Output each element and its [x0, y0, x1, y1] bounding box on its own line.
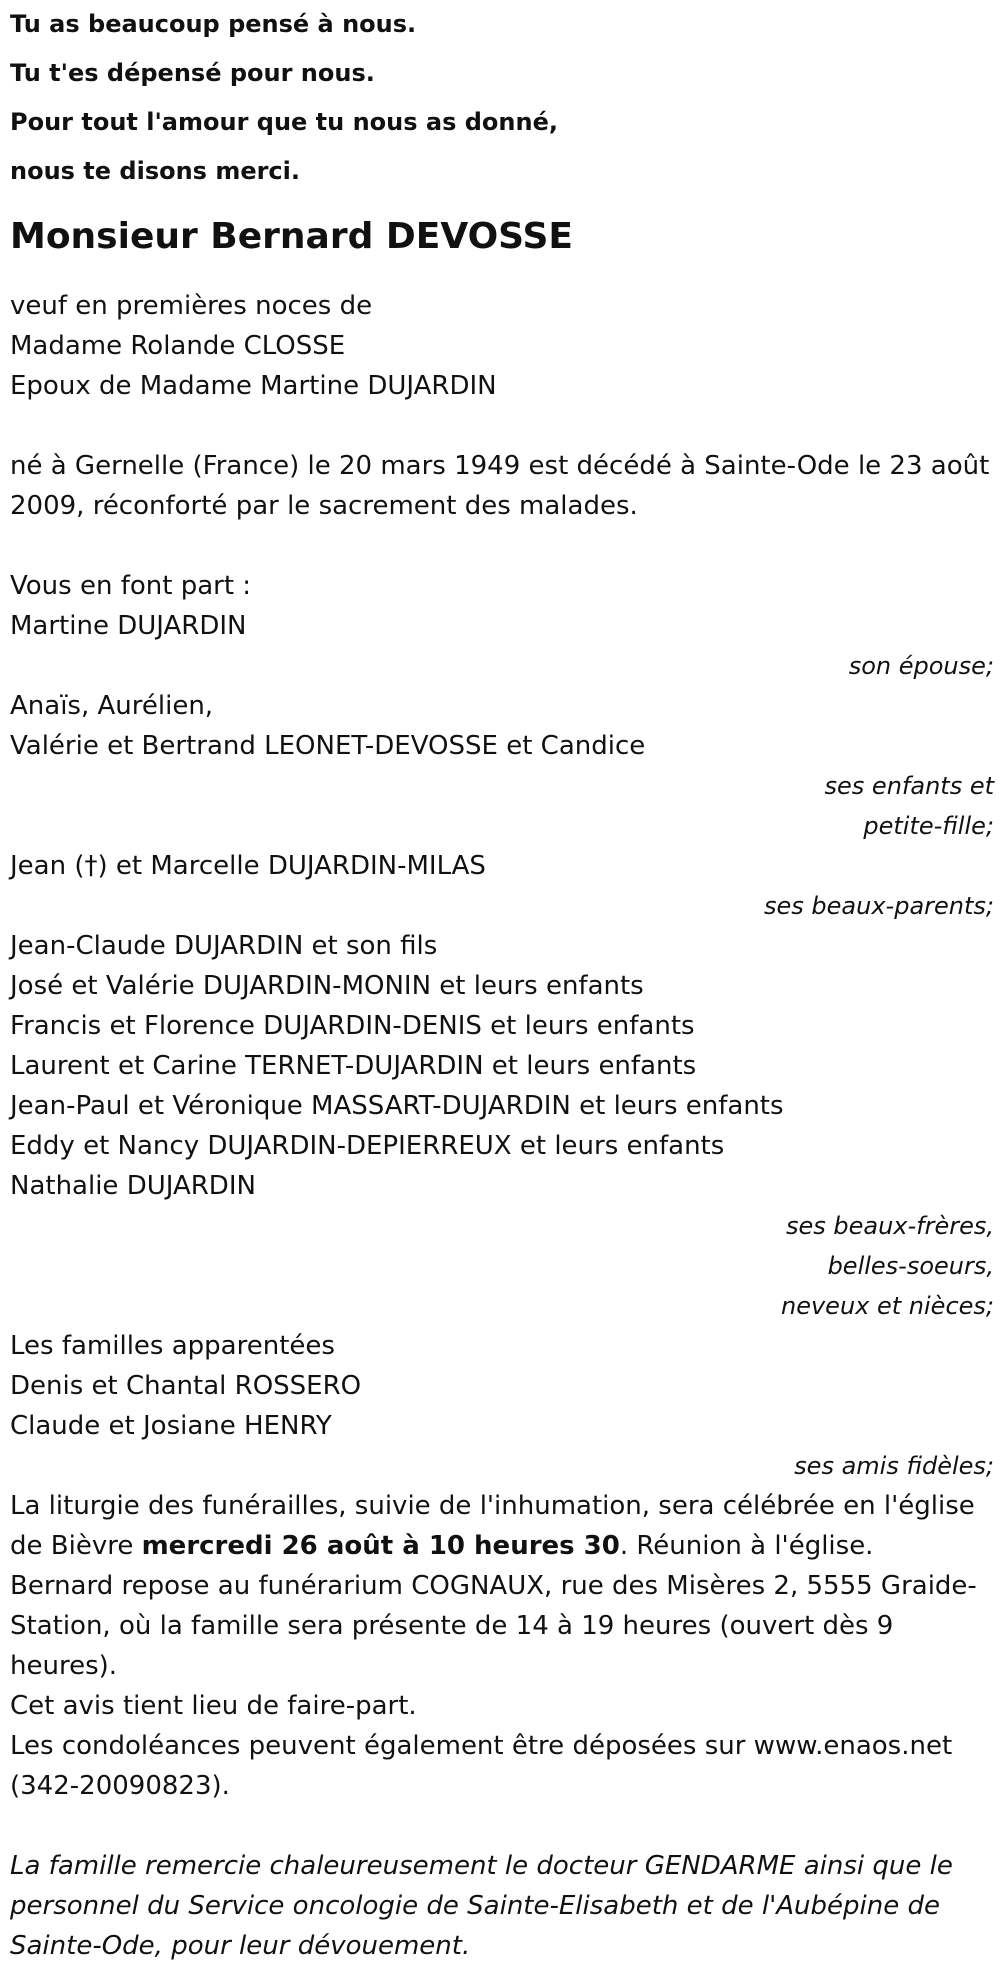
relation-label: ses amis fidèles;: [794, 1452, 994, 1480]
funeral-date: mercredi 26 août à 10 heures 30: [141, 1531, 620, 1561]
family-name: Les familles apparentées: [10, 1331, 335, 1361]
announce-line: Vous en font part :: [10, 571, 252, 601]
family-name: Jean-Claude DUJARDIN et son fils: [10, 931, 438, 961]
family-name: Eddy et Nancy DUJARDIN-DEPIERREUX et leurs enfants: [10, 1131, 725, 1161]
funerarium-paragraph: Bernard repose au funérarium COGNAUX, rue des Misères 2, 5555 Graide-Station, où la famille sera présente de 14 à 19 heures (ouvert dès 9 heures).: [10, 1571, 977, 1681]
poem-line: Pour tout l'amour que tu nous as donné,: [10, 108, 558, 136]
condolences-paragraph: Les condoléances peuvent également être déposées sur www.enaos.net (342-20090823).: [10, 1731, 953, 1801]
family-name: Nathalie DUJARDIN: [10, 1171, 256, 1201]
funeral-paragraph: [10, 1486, 994, 1566]
obituary-page: [10, 0, 994, 1966]
family-name: José et Valérie DUJARDIN-MONIN et leurs enfants: [10, 971, 644, 1001]
relation-label: son épouse;: [848, 652, 994, 680]
family-name: Laurent et Carine TERNET-DUJARDIN et leurs enfants: [10, 1051, 697, 1081]
family-name: Valérie et Bertrand LEONET-DEVOSSE et Candice: [10, 731, 646, 761]
thanks-paragraph: La famille remercie chaleureusement le docteur GENDARME ainsi que le personnel du Service oncologie de Sainte-Elisabeth et de l'Aubépine de Sainte-Ode, pour leur dévouement.: [10, 1851, 953, 1961]
poem: [10, 0, 994, 196]
poem-line: Tu as beaucoup pensé à nous.: [10, 10, 417, 38]
birth-death-paragraph: né à Gernelle (France) le 20 mars 1949 est décédé à Sainte-Ode le 23 août 2009, réconforté par le sacrement des malades.: [10, 451, 990, 521]
relation-label: ses enfants et: [824, 772, 994, 800]
family-name: Francis et Florence DUJARDIN-DENIS et leurs enfants: [10, 1011, 695, 1041]
relation-label: ses beaux-frères,: [785, 1212, 994, 1240]
family-name: Martine DUJARDIN: [10, 611, 247, 641]
funeral-text: La liturgie des funérailles, suivie de l'inhumation, sera célébrée en l'église de Bièvre: [10, 1491, 975, 1561]
poem-line: nous te disons merci.: [10, 157, 301, 185]
notice-line: Cet avis tient lieu de faire-part.: [10, 1691, 417, 1721]
relation-label: belles-soeurs,: [827, 1252, 994, 1280]
poem-line: Tu t'es dépensé pour nous.: [10, 59, 375, 87]
family-name: Anaïs, Aurélien,: [10, 691, 214, 721]
funeral-text: . Réunion à l'église.: [619, 1531, 874, 1561]
deceased-name-title: Monsieur Bernard DEVOSSE: [10, 216, 574, 257]
status-line: Epoux de Madame Martine DUJARDIN: [10, 371, 497, 401]
relation-label: neveux et nièces;: [781, 1292, 994, 1320]
family-name: [10, 846, 994, 886]
status-line: veuf en premières noces de: [10, 291, 373, 321]
family-name: Jean-Paul et Véronique MASSART-DUJARDIN et leurs enfants: [10, 1091, 784, 1121]
relation-label: ses beaux-parents;: [764, 892, 994, 920]
status-line: Madame Rolande CLOSSE: [10, 331, 346, 361]
relation-label: petite-fille;: [863, 812, 994, 840]
name-part: Jean (: [10, 851, 85, 881]
cross-icon: †: [84, 851, 98, 881]
family-name: Denis et Chantal ROSSERO: [10, 1371, 362, 1401]
name-part: ) et Marcelle DUJARDIN-MILAS: [97, 851, 486, 881]
family-name: Claude et Josiane HENRY: [10, 1411, 332, 1441]
body-text: [10, 286, 994, 1966]
